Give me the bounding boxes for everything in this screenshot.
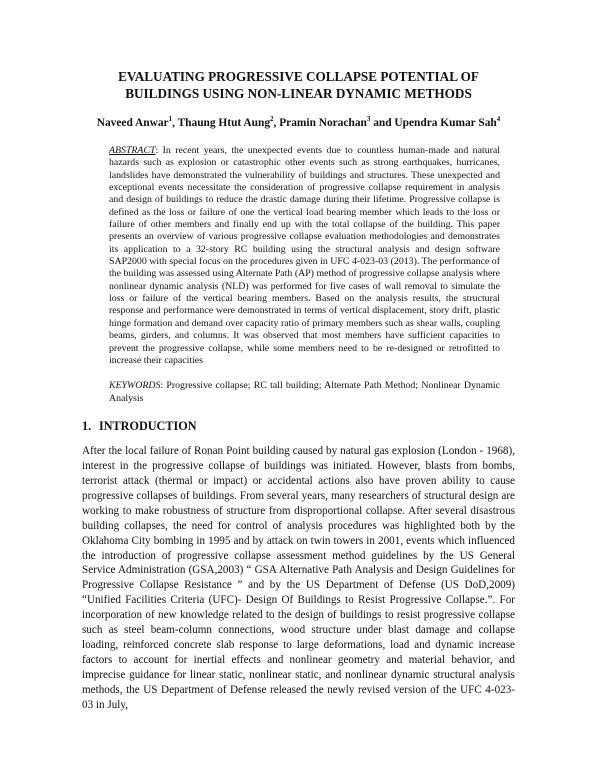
author-name: Thaung Htut Aung — [177, 117, 271, 129]
section-number: 1. — [82, 419, 92, 434]
author-name: Naveed Anwar — [96, 117, 169, 129]
author-affiliation-mark: 2 — [270, 115, 274, 124]
paper-title: EVALUATING PROGRESSIVE COLLAPSE POTENTIAL OF BUILDINGS USING NON-LINEAR DYNAMIC METHODS — [118, 69, 479, 101]
author-affiliation-mark: 1 — [168, 115, 173, 124]
author-affiliation-mark: 4 — [496, 115, 501, 124]
author-separator: , — [172, 117, 178, 129]
author-list — [82, 116, 515, 131]
abstract — [109, 145, 500, 367]
introduction-paragraph: After the local failure of Ronan Point building caused by natural gas explosion (London - 1968), interest in the progressive collapse of buildings was initiated. However, blasts from bombs, terrorist attack (thermal or impact) or accidental actions also have proven ability to cause progressive collapses of buildings. From several years, many researchers of structural design are working to make robustness of structure from disproportional collapse. After several disastrous building collapses, the need for control of analysis procedures was highlighted both by the Oklahoma City bombing in 1995 and by attack on twin towers in 2001, events which influenced the introduction of progressive collapse assessment method guidelines by the US General Service Administration (GSA,2003) “ GSA Alternative Path Analysis and Design Guidelines for Progressive Collapse Resistance ” and by the US Department of Defense (US DoD,2009) “Unified Facilities Criteria (UFC)- Design Of Buildings to Resist Progressive Collapse.”. For incorporation of new knowledge related to the design of buildings to resist progressive collapse such as steel beam-column connections, wood structure under blast damage and collapse loading, reinforced concrete slab response to large deformations, load and dynamic increase factors to account for inertial effects and nonlinear geometry and material behavior, and imprecise guidance for linear static, nonlinear static, and nonlinear dynamic structural analysis methods, the US Department of Defense released the newly revised version of the UFC 4-023-03 in July, — [82, 445, 515, 711]
section-heading — [82, 418, 515, 434]
keywords — [109, 380, 500, 405]
author-separator: , — [273, 117, 280, 129]
abstract-label: ABSTRACT — [109, 145, 156, 156]
keywords-text: : Progressive collapse; RC tall building; Alternate Path Method; Nonlinear Dynamic Analysis — [109, 380, 500, 404]
section-title: INTRODUCTION — [99, 419, 197, 434]
author-affiliation-mark: 3 — [366, 115, 371, 124]
abstract-text: : In recent years, the unexpected events due to countless human-made and natural hazards such as explosion or catastrophic other events such as strong earthquakes, hurricanes, landslides have demonstrated the vulnerability of buildings and structures. These unexpected and exceptional events necessitate the consideration of progressive collapse requirement in analysis and design of buildings to reduce the drastic damage during their lifetime. Progressive collapse is defined as the loss or failure of one the vertical load bearing member which leads to the loss or failure of other members and finally end up with the total collapse of the building. This paper presents an overview of various progressive collapse evaluation methodologies and demonstrates its application to a 32-story RC building using the structural analysis and design software SAP2000 with special focus on the procedures given in UFC 4-023-03 (2013). The performance of the building was assessed using Alternate Path (AP) method of progressive collapse analysis where nonlinear dynamic analysis (NLD) was performed for five cases of wall removal to simulate the loss or failure of the vertical bearing members. Based on the analysis results, the structural response and performance were demonstrated in terms of vertical displacement, story drift, plastic hinge formation and demand over capacity ratio of primary members such as shear walls, coupling beams, girders, and columns. It was observed that most members have sufficient capacities to prevent the progressive collapse, while some members need to be re-designed or retrofitted to increase their capacities — [109, 145, 500, 366]
author-separator: and — [370, 117, 395, 129]
keywords-label: KEYWORDS — [109, 380, 161, 392]
author-name: Upendra Kumar Sah — [394, 117, 497, 129]
author-name: Pramin Norachan — [279, 117, 367, 129]
